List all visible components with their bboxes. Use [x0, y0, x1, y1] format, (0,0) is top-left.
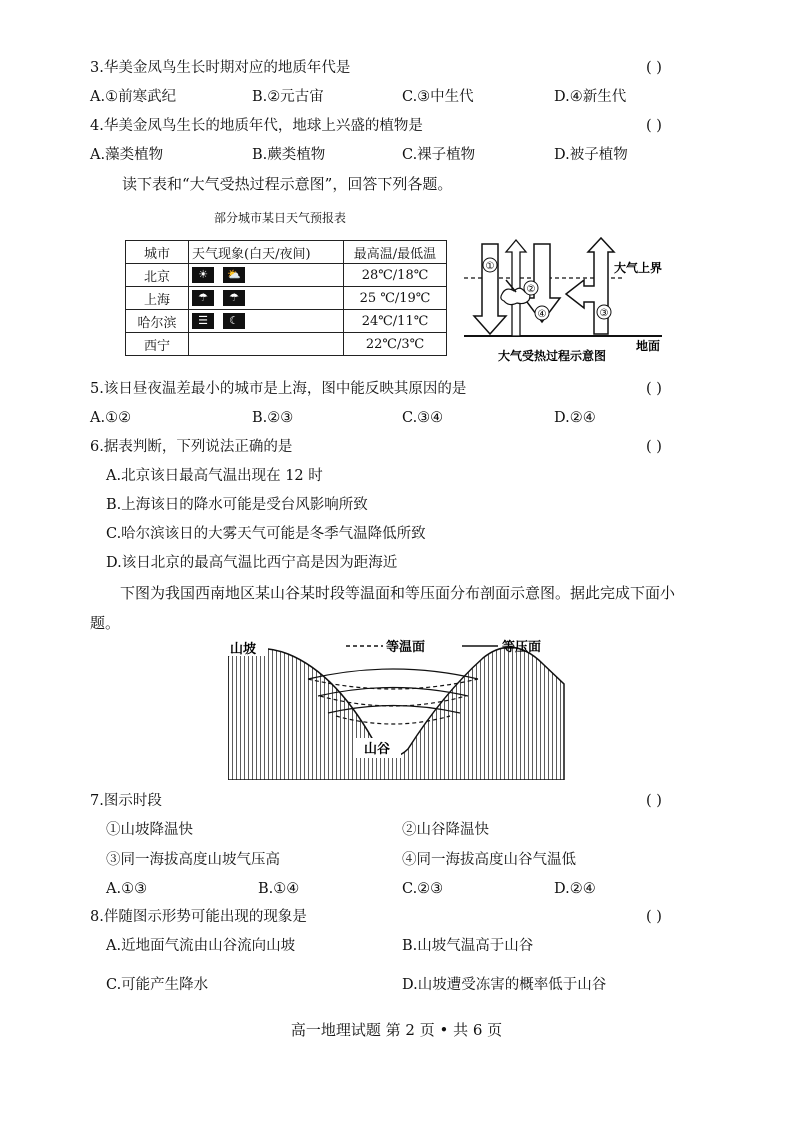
diagram1-title: 大气受热过程示意图	[498, 349, 607, 363]
atmosphere-heating-diagram	[462, 236, 672, 366]
rain-icon: ☂	[223, 290, 245, 306]
legend-isobar: 等压面	[502, 640, 542, 655]
intro-text-1: 读下表和“大气受热过程示意图”，回答下列各题。	[122, 175, 453, 193]
weather-table	[125, 240, 447, 356]
marker-4: ④	[537, 309, 547, 320]
header-weather: 天气现象(白天/夜间)	[189, 241, 344, 264]
q3-option-c: C.③中生代	[402, 89, 474, 105]
q3-option-d: D.④新生代	[554, 89, 627, 105]
q7-answer-paren: ( )	[646, 793, 662, 809]
table-row	[126, 333, 447, 356]
valley-label: 山谷	[363, 742, 391, 757]
valley-isotherm-diagram	[228, 634, 568, 780]
intro-text-2: 下图为我国西南地区某山谷某时段等温面和等压面分布剖面示意图。据此完成下面小题。	[90, 584, 676, 632]
q7-option-d: D.②④	[554, 881, 596, 897]
q6-option-c: C.哈尔滨该日的大雾天气可能是冬季气温降低所致	[106, 526, 426, 542]
q3-option-b: B.②元古宙	[252, 89, 324, 105]
ground-label: 地面	[636, 339, 661, 353]
q4-option-d: D.被子植物	[554, 147, 628, 163]
table-header-row	[126, 241, 447, 264]
q7-option-b: B.①④	[258, 881, 300, 897]
weather-cell	[189, 333, 344, 356]
q7-option-a: A.①③	[106, 881, 148, 897]
q5-option-d: D.②④	[554, 410, 596, 426]
q4-option-b: B.蕨类植物	[252, 147, 326, 163]
fog-icon: ☰	[192, 313, 214, 329]
q4-option-a: A.藻类植物	[90, 147, 164, 163]
q6-answer-paren: ( )	[646, 439, 662, 455]
temp-cell: 28℃/18℃	[344, 264, 447, 287]
q8-option-b: B.山坡气温高于山谷	[402, 938, 534, 954]
moon-icon: ☾	[223, 313, 245, 329]
table-row	[126, 287, 447, 310]
q3-answer-paren: ( )	[646, 60, 662, 76]
q5-stem: 5.该日昼夜温差最小的城市是上海，图中能反映其原因的是	[90, 381, 467, 397]
q3-stem: 3.华美金凤鸟生长时期对应的地质年代是	[90, 60, 351, 76]
partly-cloudy-icon: ⛅	[223, 267, 245, 283]
q8-option-c: C.可能产生降水	[106, 977, 209, 993]
q4-option-c: C.裸子植物	[402, 147, 476, 163]
q6-option-a: A.北京该日最高气温出现在 12 时	[106, 468, 323, 484]
q6-stem: 6.据表判断，下列说法正确的是	[90, 439, 293, 455]
q5-option-a: A.①②	[90, 410, 132, 426]
legend-isotherm: 等温面	[386, 640, 426, 655]
q4-stem: 4.华美金凤鸟生长的地质年代，地球上兴盛的植物是	[90, 118, 423, 134]
rain-icon: ☂	[192, 290, 214, 306]
marker-1: ①	[485, 261, 495, 272]
q4-answer-paren: ( )	[646, 118, 662, 134]
weather-cell	[189, 287, 344, 310]
q7-statement-1: ①山坡降温快	[106, 822, 193, 838]
city-cell: 西宁	[126, 333, 189, 356]
marker-2: ②	[526, 284, 536, 295]
q3-option-a: A.①前寒武纪	[90, 89, 177, 105]
q7-statement-4: ④同一海拔高度山谷气温低	[402, 852, 576, 868]
upper-atmosphere-label: 大气上界	[614, 261, 663, 275]
q8-option-a: A.近地面气流由山谷流向山坡	[106, 938, 296, 954]
table-row	[126, 264, 447, 287]
q5-answer-paren: ( )	[646, 381, 662, 397]
q5-option-c: C.③④	[402, 410, 444, 426]
table-row	[126, 310, 447, 333]
header-city: 城市	[126, 241, 189, 264]
temp-cell: 24℃/11℃	[344, 310, 447, 333]
weather-cell	[189, 264, 344, 287]
temp-cell: 22℃/3℃	[344, 333, 447, 356]
city-cell: 上海	[126, 287, 189, 310]
slope-label: 山坡	[230, 642, 257, 657]
q8-answer-paren: ( )	[646, 909, 662, 925]
city-cell: 哈尔滨	[126, 310, 189, 333]
q6-option-d: D.该日北京的最高气温比西宁高是因为距海近	[106, 555, 398, 571]
q7-option-c: C.②③	[402, 881, 444, 897]
q7-stem: 7.图示时段	[90, 793, 162, 809]
marker-3: ③	[599, 308, 609, 319]
sun-icon: ☀	[192, 267, 214, 283]
header-temp: 最高温/最低温	[344, 241, 447, 264]
q6-option-b: B.上海该日的降水可能是受台风影响所致	[106, 497, 368, 513]
weather-cell	[189, 310, 344, 333]
city-cell: 北京	[126, 264, 189, 287]
q8-stem: 8.伴随图示形势可能出现的现象是	[90, 909, 307, 925]
q5-option-b: B.②③	[252, 410, 294, 426]
table-title: 部分城市某日天气预报表	[214, 211, 347, 225]
q7-statement-2: ②山谷降温快	[402, 822, 489, 838]
q8-option-d: D.山坡遭受冻害的概率低于山谷	[402, 977, 607, 993]
q7-statement-3: ③同一海拔高度山坡气压高	[106, 852, 280, 868]
temp-cell: 25 ℃/19℃	[344, 287, 447, 310]
page-footer: 高一地理试题 第 2 页 • 共 6 页	[290, 1021, 503, 1039]
